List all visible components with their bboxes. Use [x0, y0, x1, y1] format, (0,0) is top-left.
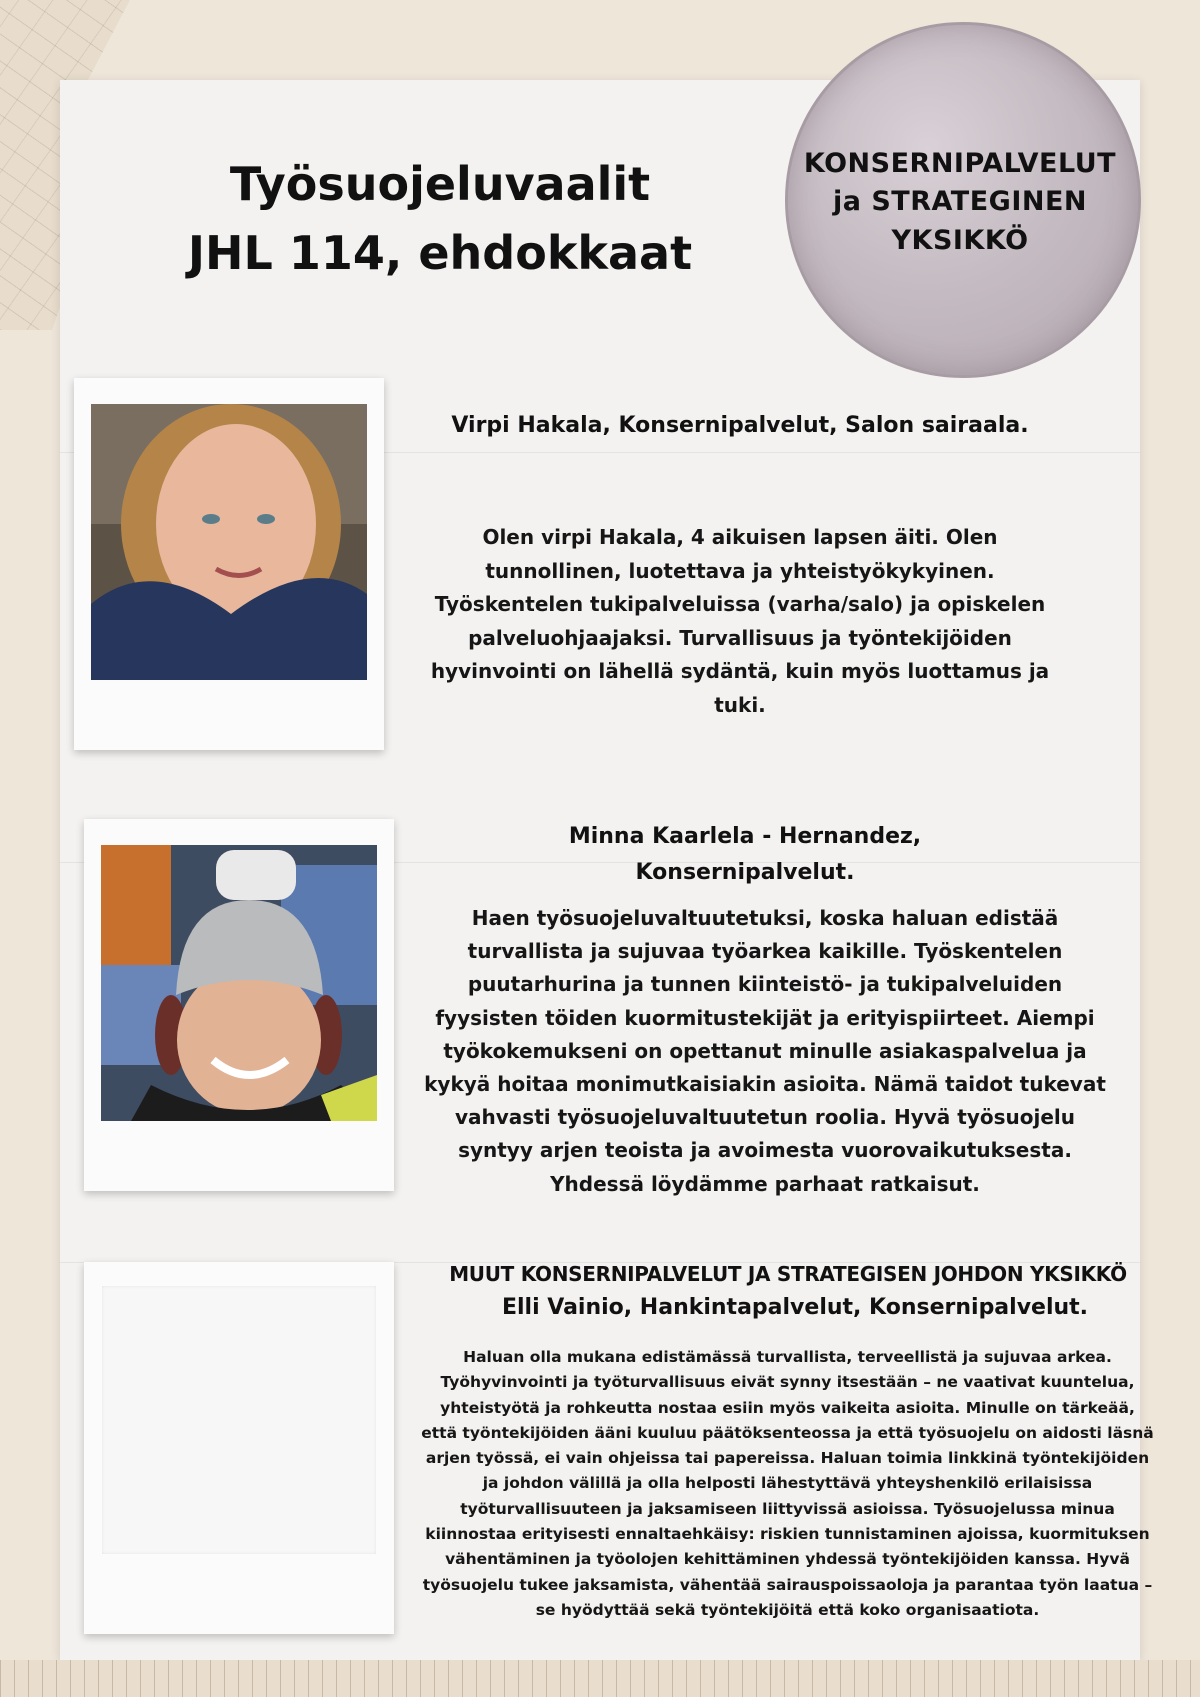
badge-line-3: YKSIKKÖ	[891, 224, 1029, 256]
candidate-2-photo	[101, 845, 377, 1121]
section-heading: MUUT KONSERNIPALVELUT JA STRATEGISEN JOHDON YKSIKKÖ	[449, 1262, 1127, 1286]
candidate-3-bio: Haluan olla mukana edistämässä turvallista, terveellistä ja sujuvaa arkea. Työhyvinvointi ja työturvallisuus eivät synny itsestään – ne vaativat kuuntelua, yhteistyötä ja rohkeutta nostaa esiin myös vaikeita asioita. Minulle on tärkeää, että työntekijöiden ääni kuuluu päätöksenteossa ja että työsuojelu on aidosti läsnä arjen työssä, ei vain ohjeissa tai papereissa. Haluan toimia linkkinä työntekijöiden ja johdon välillä ja olla helposti lähestyttävä yhteyshenkilö erilaisissa työturvallisuuteen ja jaksamiseen liittyvissä asioissa. Työsuojelussa minua kiinnostaa erityisesti ennaltaehkäisy: riskien tunnistaminen ajoissa, kuormituksen vähentäminen ja työolojen kehittäminen yhdessä työntekijöiden kanssa. Hyvä työsuojelu tukee jaksamista, vähentää sairauspoissaoloja ja parantaa työn laatua – se hyödyttää sekä työntekijöitä että koko organisaatiota.	[421, 1348, 1154, 1619]
title-line-2: JHL 114, ehdokkaat	[187, 226, 693, 280]
candidate-1-bio: Olen virpi Hakala, 4 aikuisen lapsen äiti. Olen tunnollinen, luotettava ja yhteistyökykyinen. Työskentelen tukipalveluissa (varha/salo) ja opiskelen palveluohjaajaksi. Turvallisuus ja työntekijöiden hyvinvointi on lähellä sydäntä, kuin myös luottamus ja tuki.	[430, 525, 1050, 717]
candidate-1-name: Virpi Hakala, Konsernipalvelut, Salon sairaala.	[451, 413, 1029, 438]
candidate-2-name-line-1: Minna Kaarlela - Hernandez,	[568, 824, 922, 849]
department-badge-text	[785, 145, 1135, 260]
decorative-bottom-strip	[0, 1660, 1200, 1697]
candidate-3-name: Elli Vainio, Hankintapalvelut, Konsernipalvelut.	[501, 1295, 1089, 1320]
candidate-1-photo	[91, 404, 367, 680]
page-title	[180, 150, 700, 288]
badge-line-2: ja STRATEGINEN	[832, 186, 1088, 218]
title-line-1: Työsuojeluvaalit	[229, 157, 651, 211]
candidate-2-name-line-2: Konsernipalvelut.	[635, 860, 855, 885]
candidate-2-name	[460, 819, 1030, 891]
badge-line-1: KONSERNIPALVELUT	[803, 148, 1117, 179]
candidate-3-photo-placeholder	[102, 1286, 376, 1554]
candidate-2-bio: Haen työsuojeluvaltuutetuksi, koska haluan edistää turvallista ja sujuvaa työarkea kaikille. Työskentelen puutarhurina ja tunnen kiinteistö- ja tukipalveluiden fyysisten töiden kuormitustekijät ja erityispiirteet. Aiempi työkokemukseni on opettanut minulle asiakaspalvelua ja kykyä hoitaa monimutkaisiakin asioita. Nämä taidot tukevat vahvasti työsuojeluvaltuutetun roolia. Hyvä työsuojelu syntyy arjen teoista ja avoimesta vuorovaikutuksesta. Yhdessä löydämme parhaat ratkaisut.	[424, 906, 1106, 1196]
